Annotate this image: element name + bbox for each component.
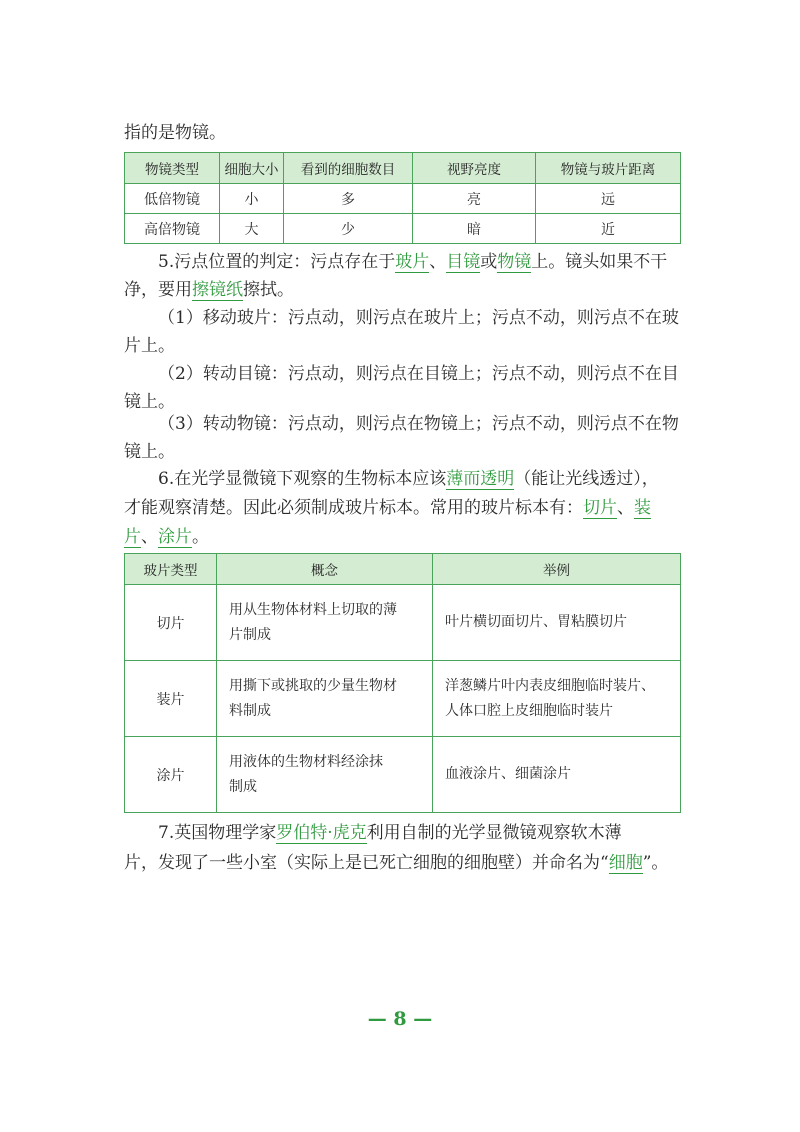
answer-blank: 细胞 <box>608 853 643 873</box>
answer-blank: 装 <box>634 498 651 518</box>
text: 7.英国物理学家 <box>158 823 277 843</box>
text: 净，要用 <box>124 280 192 300</box>
text: 擦拭。 <box>243 280 294 300</box>
item5-sub1-line2: 片上。 <box>124 336 175 356</box>
answer-blank: 涂片 <box>158 527 192 547</box>
table-header-row <box>125 554 681 585</box>
table-cell: 近 <box>536 214 681 244</box>
text: 、 <box>141 527 158 547</box>
answer-blank: 擦镜纸 <box>192 280 243 300</box>
table-cell <box>433 737 681 813</box>
table-row <box>125 214 681 244</box>
text: 或 <box>480 252 498 272</box>
item6-line2 <box>124 493 680 523</box>
cell-line: 洋葱鳞片叶内表皮细胞临时装片、 <box>445 677 655 694</box>
answer-blank: 玻片 <box>395 252 430 272</box>
table-row <box>125 737 681 813</box>
table-row <box>125 661 681 737</box>
header-cell: 举例 <box>433 554 681 585</box>
text: 6.在光学显微镜下观察的生物标本应该 <box>158 469 447 489</box>
table-cell: 低倍物镜 <box>125 184 220 214</box>
table-cell: 大 <box>220 214 284 244</box>
table-cell: 小 <box>220 184 284 214</box>
table-cell: 高倍物镜 <box>125 214 220 244</box>
table-cell <box>433 661 681 737</box>
table-header-row <box>125 153 681 184</box>
table-cell: 远 <box>536 184 681 214</box>
item7-line1 <box>124 818 680 848</box>
table-cell <box>217 661 433 737</box>
table-cell: 多 <box>284 184 413 214</box>
header-cell: 玻片类型 <box>125 554 217 585</box>
item7-line2 <box>124 848 680 878</box>
cell-line: 用撕下或挑取的少量生物材 <box>229 677 397 694</box>
slide-type-table <box>124 553 681 813</box>
intro-line: 指的是物镜。 <box>124 123 226 143</box>
answer-blank: 切片 <box>583 498 617 518</box>
item6-line3 <box>124 522 680 552</box>
table-cell: 亮 <box>413 184 536 214</box>
table-cell <box>217 585 433 661</box>
cell-line: 用液体的生物材料经涂抹 <box>229 753 383 770</box>
answer-blank: 片 <box>124 527 141 547</box>
text: 利用自制的光学显微镜观察软木薄 <box>366 823 622 843</box>
table-cell: 涂片 <box>125 737 217 813</box>
text: 、 <box>617 498 634 518</box>
header-cell: 物镜与玻片距离 <box>536 153 681 184</box>
header-cell: 视野亮度 <box>413 153 536 184</box>
header-cell: 物镜类型 <box>125 153 220 184</box>
item5-sub2-line2: 镜上。 <box>124 392 175 412</box>
cell-line: 料制成 <box>229 702 271 719</box>
table-cell: 暗 <box>413 214 536 244</box>
cell-line: 用从生物体材料上切取的薄 <box>229 601 397 618</box>
table-cell: 装片 <box>125 661 217 737</box>
objective-comparison-table <box>124 152 681 244</box>
page-number: — 8 — <box>367 1008 433 1030</box>
item5-sub2-line1: （2）转动目镜：污点动，则污点在目镜上；污点不动，则污点不在目 <box>158 364 679 384</box>
text: ”。 <box>642 853 669 873</box>
table-cell: 少 <box>284 214 413 244</box>
answer-blank: 物镜 <box>497 252 532 272</box>
answer-blank: 罗伯特·虎克 <box>276 823 367 843</box>
item6-line1 <box>124 464 680 494</box>
table-cell <box>433 585 681 661</box>
text: 上。镜头如果不干 <box>531 252 668 272</box>
table-row <box>125 184 681 214</box>
item5-sub3-line1: （3）转动物镜：污点动，则污点在物镜上；污点不动，则污点不在物 <box>158 414 679 434</box>
item5-line2 <box>124 275 680 305</box>
table-row <box>125 585 681 661</box>
table-cell <box>217 737 433 813</box>
cell-line: 叶片横切面切片、胃粘膜切片 <box>445 614 627 630</box>
cell-line: 制成 <box>229 778 257 795</box>
text: 5.污点位置的判定：污点存在于 <box>158 252 396 272</box>
header-cell: 概念 <box>217 554 433 585</box>
table-cell: 切片 <box>125 585 217 661</box>
text: 片，发现了一些小室（实际上是已死亡细胞的细胞壁）并命名为“ <box>124 853 609 873</box>
item5-sub3-line2: 镜上。 <box>124 442 175 462</box>
item5-sub1-line1: （1）移动玻片：污点动，则污点在玻片上；污点不动，则污点不在玻 <box>158 308 679 328</box>
text: 。 <box>192 527 209 547</box>
cell-line: 血液涂片、细菌涂片 <box>445 766 571 782</box>
answer-blank: 目镜 <box>446 252 481 272</box>
header-cell: 细胞大小 <box>220 153 284 184</box>
text: 、 <box>429 252 447 272</box>
cell-line: 片制成 <box>229 626 271 643</box>
text: （能让光线透过）， <box>514 469 659 489</box>
text: 才能观察清楚。因此必须制成玻片标本。常用的玻片标本有： <box>124 498 583 518</box>
answer-blank: 薄而透明 <box>446 469 515 489</box>
item5-line1 <box>124 247 680 277</box>
cell-line: 人体口腔上皮细胞临时装片 <box>445 702 613 719</box>
header-cell: 看到的细胞数目 <box>284 153 413 184</box>
